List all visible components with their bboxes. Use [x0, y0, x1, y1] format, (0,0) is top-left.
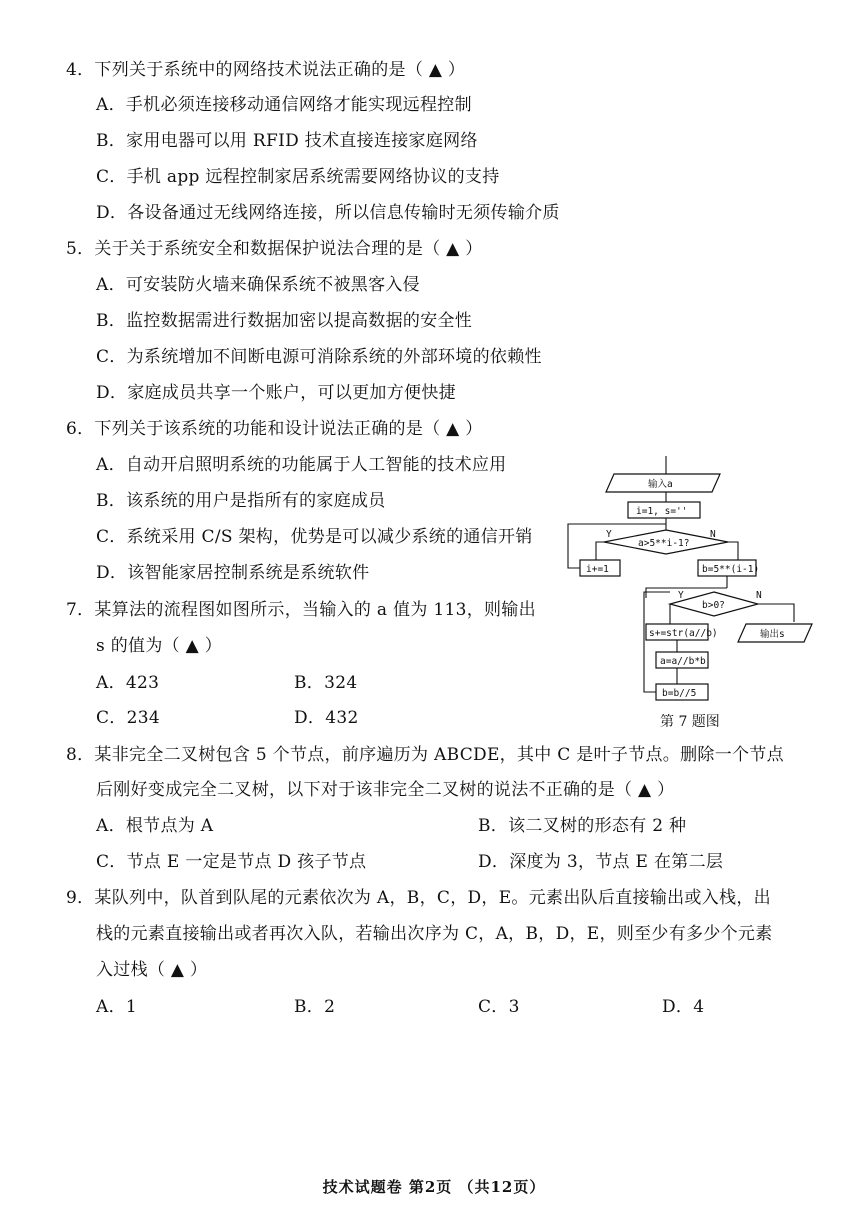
flow-init-text: i=1, s='' — [636, 506, 688, 517]
q4-option-d: D．各设备通过无线网络连接，所以信息传输时无须传输介质 — [96, 203, 560, 223]
q6-option-d: D．该智能家居控制系统是系统软件 — [96, 563, 370, 583]
q7-option-a: A．423 — [96, 673, 160, 693]
q8-stem-line1: 8．某非完全二叉树包含 5 个节点，前序遍历为 ABCDE，其中 C 是叶子节点。删除一个节点 — [66, 745, 784, 765]
q9-option-b: B．2 — [294, 997, 336, 1017]
q5-option-b: B．监控数据需进行数据加密以提高数据的安全性 — [96, 311, 473, 331]
flow-cond2-no: N — [756, 590, 762, 601]
q7-option-c: C．234 — [96, 708, 160, 728]
q7-stem-line1: 7．某算法的流程图如图所示，当输入的 a 值为 113，则输出 — [66, 600, 536, 620]
flow-loop-back — [644, 592, 670, 692]
flow-assign-b-text: b=5**(i-1) — [702, 564, 760, 575]
q9-stem-line3: 入过栈（ ▲ ） — [96, 960, 208, 980]
q4-option-b: B．家用电器可以用 RFID 技术直接连接家庭网络 — [96, 131, 478, 151]
q9-option-c: C．3 — [478, 997, 520, 1017]
q6-option-a: A．自动开启照明系统的功能属于人工智能的技术应用 — [96, 455, 507, 475]
q5-stem: 5．关于关于系统安全和数据保护说法合理的是（ ▲ ） — [66, 239, 483, 259]
flow-step3-text: b=b//5 — [662, 688, 697, 699]
q5-option-d: D．家庭成员共享一个账户，可以更加方便快捷 — [96, 383, 456, 403]
flowchart-figure — [562, 452, 818, 708]
q6-option-c: C．系统采用 C/S 架构，优势是可以减少系统的通信开销 — [96, 527, 533, 547]
q8-option-d: D．深度为 3，节点 E 在第二层 — [478, 852, 724, 872]
q6-stem: 6．下列关于该系统的功能和设计说法正确的是（ ▲ ） — [66, 419, 483, 439]
q7-option-d: D．432 — [294, 708, 359, 728]
flow-cond1-no: N — [710, 529, 716, 540]
flow-inc-text: i+=1 — [586, 564, 609, 575]
flow-cond2-yes: Y — [678, 590, 684, 601]
flow-arrow — [596, 542, 604, 560]
q7-stem-line2: s 的值为（ ▲ ） — [96, 636, 223, 656]
q8-option-a: A．根节点为 A — [96, 816, 214, 836]
q8-option-b: B．该二叉树的形态有 2 种 — [478, 816, 687, 836]
flow-arrow — [758, 604, 794, 622]
flow-step2-text: a=a//b*b — [660, 656, 706, 667]
q4-option-a: A．手机必须连接移动通信网络才能实现远程控制 — [96, 95, 472, 115]
figure-caption: 第 7 题图 — [660, 714, 720, 730]
q6-option-b: B．该系统的用户是指所有的家庭成员 — [96, 491, 386, 511]
q7-option-b: B．324 — [294, 673, 358, 693]
flow-cond2-text: b>0? — [702, 600, 725, 611]
flow-input-text: 输入a — [648, 479, 673, 490]
page-footer: 技术试题卷 第2页 （共12页） — [322, 1178, 546, 1196]
q5-option-c: C．为系统增加不间断电源可消除系统的外部环境的依赖性 — [96, 347, 542, 367]
flow-output-text: 输出s — [760, 629, 785, 640]
flow-cond1-yes: Y — [606, 529, 612, 540]
q9-option-a: A．1 — [96, 997, 137, 1017]
flow-arrow — [728, 542, 738, 560]
q4-stem: 4．下列关于系统中的网络技术说法正确的是（ ▲ ） — [66, 60, 466, 80]
q8-stem-line2: 后刚好变成完全二叉树，以下对于该非完全二叉树的说法不正确的是（ ▲ ） — [96, 780, 675, 800]
flow-step1-text: s+=str(a//b) — [649, 628, 718, 639]
q9-stem-line1: 9．某队列中，队首到队尾的元素依次为 A，B，C，D，E。元素出队后直接输出或入栈，出 — [66, 888, 771, 908]
q8-option-c: C．节点 E 一定是节点 D 孩子节点 — [96, 852, 367, 872]
flow-cond1-text: a>5**i-1? — [638, 538, 690, 549]
q5-option-a: A．可安装防火墙来确保系统不被黑客入侵 — [96, 275, 420, 295]
q9-stem-line2: 栈的元素直接输出或者再次入队，若输出次序为 C，A，B，D，E，则至少有多少个元素 — [96, 924, 773, 944]
q4-option-c: C．手机 app 远程控制家居系统需要网络协议的支持 — [96, 167, 500, 187]
q9-option-d: D．4 — [662, 997, 705, 1017]
